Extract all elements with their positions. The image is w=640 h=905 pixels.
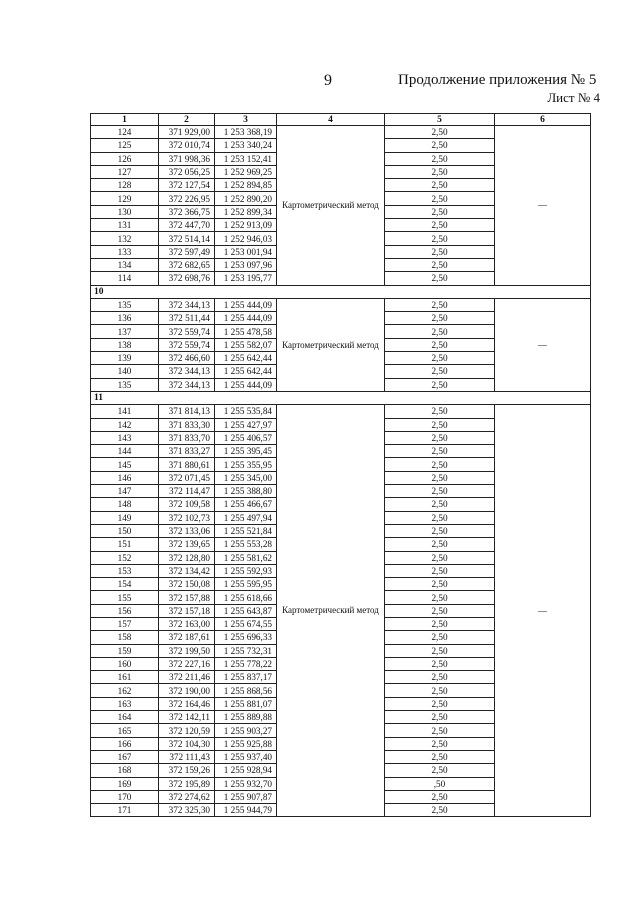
- accuracy-cell: 2,50: [385, 485, 495, 498]
- accuracy-cell: 2,50: [385, 445, 495, 458]
- point-number-cell: 124: [91, 126, 159, 139]
- x-coordinate-cell: 371 833,70: [159, 431, 215, 444]
- note-cell: —: [495, 126, 591, 286]
- x-coordinate-cell: 372 128,80: [159, 551, 215, 564]
- y-coordinate-cell: 1 255 618,66: [215, 591, 277, 604]
- accuracy-cell: 2,50: [385, 551, 495, 564]
- x-coordinate-cell: 372 142,11: [159, 711, 215, 724]
- accuracy-cell: 2,50: [385, 498, 495, 511]
- accuracy-cell: 2,50: [385, 657, 495, 670]
- column-header: 3: [215, 114, 277, 126]
- accuracy-cell: 2,50: [385, 564, 495, 577]
- accuracy-cell: 2,50: [385, 617, 495, 630]
- x-coordinate-cell: 372 511,44: [159, 312, 215, 325]
- point-number-cell: 163: [91, 697, 159, 710]
- point-number-cell: 143: [91, 431, 159, 444]
- column-header: 6: [495, 114, 591, 126]
- x-coordinate-cell: 372 102,73: [159, 511, 215, 524]
- accuracy-cell: 2,50: [385, 764, 495, 777]
- accuracy-cell: 2,50: [385, 232, 495, 245]
- accuracy-cell: 2,50: [385, 538, 495, 551]
- y-coordinate-cell: 1 252 890,20: [215, 192, 277, 205]
- accuracy-cell: 2,50: [385, 644, 495, 657]
- y-coordinate-cell: 1 255 355,95: [215, 458, 277, 471]
- point-number-cell: 166: [91, 737, 159, 750]
- y-coordinate-cell: 1 255 889,88: [215, 711, 277, 724]
- y-coordinate-cell: 1 255 345,00: [215, 471, 277, 484]
- accuracy-cell: 2,50: [385, 298, 495, 311]
- accuracy-cell: 2,50: [385, 578, 495, 591]
- y-coordinate-cell: 1 252 946,03: [215, 232, 277, 245]
- coordinates-table: [90, 113, 591, 817]
- x-coordinate-cell: 372 344,13: [159, 298, 215, 311]
- y-coordinate-cell: 1 255 444,09: [215, 312, 277, 325]
- y-coordinate-cell: 1 255 642,44: [215, 365, 277, 378]
- x-coordinate-cell: 372 071,45: [159, 471, 215, 484]
- accuracy-cell: 2,50: [385, 312, 495, 325]
- point-number-cell: 159: [91, 644, 159, 657]
- column-header: 4: [277, 114, 385, 126]
- accuracy-cell: 2,50: [385, 671, 495, 684]
- accuracy-cell: 2,50: [385, 697, 495, 710]
- x-coordinate-cell: 371 833,30: [159, 418, 215, 431]
- point-number-cell: 147: [91, 485, 159, 498]
- y-coordinate-cell: 1 255 478,58: [215, 325, 277, 338]
- y-coordinate-cell: 1 255 881,07: [215, 697, 277, 710]
- y-coordinate-cell: 1 255 388,80: [215, 485, 277, 498]
- method-cell: Картометрический метод: [277, 298, 385, 391]
- point-number-cell: 152: [91, 551, 159, 564]
- y-coordinate-cell: 1 255 444,09: [215, 378, 277, 391]
- x-coordinate-cell: 372 120,59: [159, 724, 215, 737]
- point-number-cell: 165: [91, 724, 159, 737]
- accuracy-cell: 2,50: [385, 524, 495, 537]
- accuracy-cell: 2,50: [385, 126, 495, 139]
- point-number-cell: 137: [91, 325, 159, 338]
- point-number-cell: 167: [91, 750, 159, 763]
- x-coordinate-cell: 372 163,00: [159, 617, 215, 630]
- point-number-cell: 170: [91, 790, 159, 803]
- accuracy-cell: 2,50: [385, 684, 495, 697]
- section-label: 10: [91, 285, 591, 298]
- table-row: [91, 405, 591, 418]
- x-coordinate-cell: 371 998,36: [159, 152, 215, 165]
- accuracy-cell: 2,50: [385, 604, 495, 617]
- y-coordinate-cell: 1 255 521,84: [215, 524, 277, 537]
- accuracy-cell: 2,50: [385, 365, 495, 378]
- x-coordinate-cell: 372 199,50: [159, 644, 215, 657]
- x-coordinate-cell: 372 056,25: [159, 165, 215, 178]
- x-coordinate-cell: 372 466,60: [159, 352, 215, 365]
- point-number-cell: 153: [91, 564, 159, 577]
- accuracy-cell: 2,50: [385, 711, 495, 724]
- accuracy-cell: 2,50: [385, 750, 495, 763]
- point-number-cell: 151: [91, 538, 159, 551]
- y-coordinate-cell: 1 255 466,67: [215, 498, 277, 511]
- x-coordinate-cell: 371 880,61: [159, 458, 215, 471]
- accuracy-cell: ,50: [385, 777, 495, 790]
- x-coordinate-cell: 372 109,58: [159, 498, 215, 511]
- point-number-cell: 135: [91, 378, 159, 391]
- point-number-cell: 161: [91, 671, 159, 684]
- y-coordinate-cell: 1 255 643,87: [215, 604, 277, 617]
- accuracy-cell: 2,50: [385, 724, 495, 737]
- y-coordinate-cell: 1 255 937,40: [215, 750, 277, 763]
- x-coordinate-cell: 372 559,74: [159, 338, 215, 351]
- x-coordinate-cell: 372 682,65: [159, 258, 215, 271]
- point-number-cell: 160: [91, 657, 159, 670]
- y-coordinate-cell: 1 255 696,33: [215, 631, 277, 644]
- table-row: [91, 126, 591, 139]
- accuracy-cell: 2,50: [385, 245, 495, 258]
- accuracy-cell: 2,50: [385, 418, 495, 431]
- page-number: 9: [324, 72, 332, 89]
- column-header: 2: [159, 114, 215, 126]
- y-coordinate-cell: 1 255 427,97: [215, 418, 277, 431]
- x-coordinate-cell: 372 187,61: [159, 631, 215, 644]
- y-coordinate-cell: 1 253 368,19: [215, 126, 277, 139]
- y-coordinate-cell: 1 255 497,94: [215, 511, 277, 524]
- accuracy-cell: 2,50: [385, 631, 495, 644]
- y-coordinate-cell: 1 255 674,55: [215, 617, 277, 630]
- point-number-cell: 126: [91, 152, 159, 165]
- point-number-cell: 145: [91, 458, 159, 471]
- y-coordinate-cell: 1 255 944,79: [215, 804, 277, 817]
- point-number-cell: 156: [91, 604, 159, 617]
- x-coordinate-cell: 372 010,74: [159, 139, 215, 152]
- point-number-cell: 138: [91, 338, 159, 351]
- x-coordinate-cell: 372 159,26: [159, 764, 215, 777]
- y-coordinate-cell: 1 255 581,62: [215, 551, 277, 564]
- y-coordinate-cell: 1 255 925,88: [215, 737, 277, 750]
- x-coordinate-cell: 371 929,00: [159, 126, 215, 139]
- x-coordinate-cell: 372 366,75: [159, 205, 215, 218]
- y-coordinate-cell: 1 255 553,28: [215, 538, 277, 551]
- point-number-cell: 155: [91, 591, 159, 604]
- point-number-cell: 171: [91, 804, 159, 817]
- y-coordinate-cell: 1 253 001,94: [215, 245, 277, 258]
- x-coordinate-cell: 372 104,30: [159, 737, 215, 750]
- point-number-cell: 127: [91, 165, 159, 178]
- point-number-cell: 140: [91, 365, 159, 378]
- table-row: [91, 298, 591, 311]
- accuracy-cell: 2,50: [385, 192, 495, 205]
- appendix-title: Продолжение приложения № 5: [398, 72, 597, 88]
- y-coordinate-cell: 1 255 732,31: [215, 644, 277, 657]
- x-coordinate-cell: 372 139,65: [159, 538, 215, 551]
- y-coordinate-cell: 1 253 152,41: [215, 152, 277, 165]
- point-number-cell: 128: [91, 179, 159, 192]
- x-coordinate-cell: 372 325,30: [159, 804, 215, 817]
- point-number-cell: 158: [91, 631, 159, 644]
- point-number-cell: 169: [91, 777, 159, 790]
- x-coordinate-cell: 372 111,43: [159, 750, 215, 763]
- y-coordinate-cell: 1 255 595,95: [215, 578, 277, 591]
- y-coordinate-cell: 1 252 913,09: [215, 219, 277, 232]
- accuracy-cell: 2,50: [385, 737, 495, 750]
- y-coordinate-cell: 1 255 535,84: [215, 405, 277, 418]
- x-coordinate-cell: 372 447,70: [159, 219, 215, 232]
- point-number-cell: 150: [91, 524, 159, 537]
- y-coordinate-cell: 1 255 592,93: [215, 564, 277, 577]
- accuracy-cell: 2,50: [385, 431, 495, 444]
- accuracy-cell: 2,50: [385, 272, 495, 285]
- point-number-cell: 131: [91, 219, 159, 232]
- accuracy-cell: 2,50: [385, 804, 495, 817]
- point-number-cell: 139: [91, 352, 159, 365]
- x-coordinate-cell: 372 274,62: [159, 790, 215, 803]
- y-coordinate-cell: 1 255 406,57: [215, 431, 277, 444]
- point-number-cell: 129: [91, 192, 159, 205]
- note-cell: —: [495, 405, 591, 817]
- x-coordinate-cell: 372 227,16: [159, 657, 215, 670]
- point-number-cell: 146: [91, 471, 159, 484]
- point-number-cell: 162: [91, 684, 159, 697]
- y-coordinate-cell: 1 255 444,09: [215, 298, 277, 311]
- point-number-cell: 148: [91, 498, 159, 511]
- x-coordinate-cell: 372 190,00: [159, 684, 215, 697]
- accuracy-cell: 2,50: [385, 258, 495, 271]
- accuracy-cell: 2,50: [385, 405, 495, 418]
- x-coordinate-cell: 372 344,13: [159, 365, 215, 378]
- x-coordinate-cell: 372 559,74: [159, 325, 215, 338]
- point-number-cell: 168: [91, 764, 159, 777]
- x-coordinate-cell: 372 157,18: [159, 604, 215, 617]
- y-coordinate-cell: 1 255 932,70: [215, 777, 277, 790]
- y-coordinate-cell: 1 255 928,94: [215, 764, 277, 777]
- column-header: 1: [91, 114, 159, 126]
- accuracy-cell: 2,50: [385, 458, 495, 471]
- section-label: 11: [91, 391, 591, 404]
- x-coordinate-cell: 371 833,27: [159, 445, 215, 458]
- sheet-label: Лист № 4: [547, 90, 600, 105]
- point-number-cell: 164: [91, 711, 159, 724]
- y-coordinate-cell: 1 255 903,27: [215, 724, 277, 737]
- accuracy-cell: 2,50: [385, 378, 495, 391]
- point-number-cell: 142: [91, 418, 159, 431]
- y-coordinate-cell: 1 252 894,85: [215, 179, 277, 192]
- point-number-cell: 154: [91, 578, 159, 591]
- x-coordinate-cell: 372 514,14: [159, 232, 215, 245]
- accuracy-cell: 2,50: [385, 790, 495, 803]
- accuracy-cell: 2,50: [385, 179, 495, 192]
- accuracy-cell: 2,50: [385, 152, 495, 165]
- point-number-cell: 136: [91, 312, 159, 325]
- section-header-row: [91, 285, 591, 298]
- x-coordinate-cell: 372 698,76: [159, 272, 215, 285]
- section-header-row: [91, 391, 591, 404]
- point-number-cell: 144: [91, 445, 159, 458]
- point-number-cell: 132: [91, 232, 159, 245]
- point-number-cell: 149: [91, 511, 159, 524]
- x-coordinate-cell: 372 114,47: [159, 485, 215, 498]
- table-header-row: [91, 114, 591, 126]
- x-coordinate-cell: 372 134,42: [159, 564, 215, 577]
- accuracy-cell: 2,50: [385, 325, 495, 338]
- y-coordinate-cell: 1 255 868,56: [215, 684, 277, 697]
- y-coordinate-cell: 1 253 097,96: [215, 258, 277, 271]
- x-coordinate-cell: 371 814,13: [159, 405, 215, 418]
- accuracy-cell: 2,50: [385, 205, 495, 218]
- accuracy-cell: 2,50: [385, 471, 495, 484]
- y-coordinate-cell: 1 255 778,22: [215, 657, 277, 670]
- y-coordinate-cell: 1 255 582,07: [215, 338, 277, 351]
- x-coordinate-cell: 372 133,06: [159, 524, 215, 537]
- x-coordinate-cell: 372 195,89: [159, 777, 215, 790]
- point-number-cell: 114: [91, 272, 159, 285]
- note-cell: —: [495, 298, 591, 391]
- accuracy-cell: 2,50: [385, 352, 495, 365]
- y-coordinate-cell: 1 255 395,45: [215, 445, 277, 458]
- y-coordinate-cell: 1 252 899,34: [215, 205, 277, 218]
- y-coordinate-cell: 1 253 340,24: [215, 139, 277, 152]
- point-number-cell: 125: [91, 139, 159, 152]
- x-coordinate-cell: 372 150,08: [159, 578, 215, 591]
- y-coordinate-cell: 1 253 195,77: [215, 272, 277, 285]
- point-number-cell: 135: [91, 298, 159, 311]
- point-number-cell: 141: [91, 405, 159, 418]
- accuracy-cell: 2,50: [385, 139, 495, 152]
- point-number-cell: 134: [91, 258, 159, 271]
- x-coordinate-cell: 372 344,13: [159, 378, 215, 391]
- y-coordinate-cell: 1 255 642,44: [215, 352, 277, 365]
- point-number-cell: 157: [91, 617, 159, 630]
- y-coordinate-cell: 1 255 907,87: [215, 790, 277, 803]
- accuracy-cell: 2,50: [385, 591, 495, 604]
- accuracy-cell: 2,50: [385, 338, 495, 351]
- accuracy-cell: 2,50: [385, 165, 495, 178]
- column-header: 5: [385, 114, 495, 126]
- x-coordinate-cell: 372 597,49: [159, 245, 215, 258]
- y-coordinate-cell: 1 252 969,25: [215, 165, 277, 178]
- x-coordinate-cell: 372 226,95: [159, 192, 215, 205]
- point-number-cell: 130: [91, 205, 159, 218]
- y-coordinate-cell: 1 255 837,17: [215, 671, 277, 684]
- x-coordinate-cell: 372 164,46: [159, 697, 215, 710]
- x-coordinate-cell: 372 157,88: [159, 591, 215, 604]
- point-number-cell: 133: [91, 245, 159, 258]
- x-coordinate-cell: 372 211,46: [159, 671, 215, 684]
- method-cell: Картометрический метод: [277, 405, 385, 817]
- accuracy-cell: 2,50: [385, 511, 495, 524]
- x-coordinate-cell: 372 127,54: [159, 179, 215, 192]
- accuracy-cell: 2,50: [385, 219, 495, 232]
- method-cell: Картометрический метод: [277, 126, 385, 286]
